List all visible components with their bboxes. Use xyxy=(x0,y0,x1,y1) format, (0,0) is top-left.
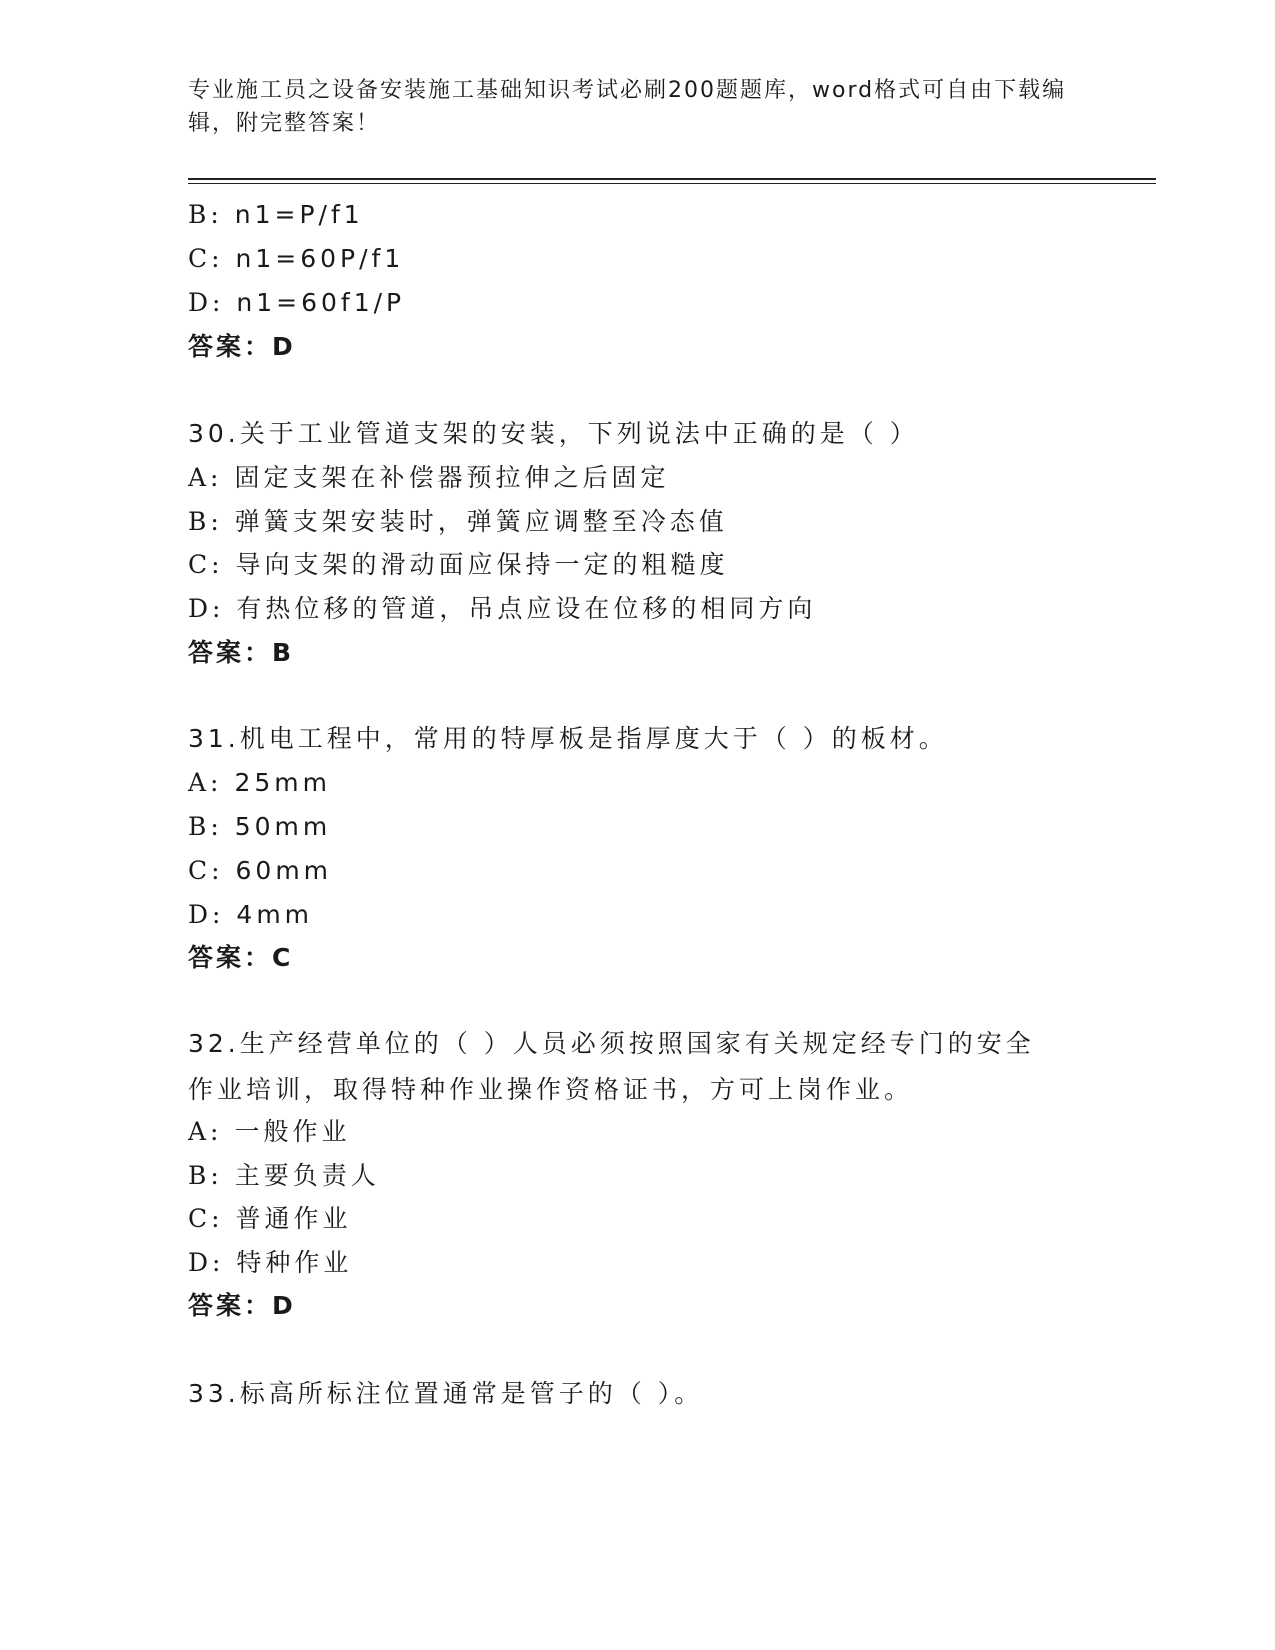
prev-option-b: B: n1=P/f1 xyxy=(188,200,364,229)
q30-stem: 30.关于工业管道支架的安装，下列说法中正确的是（ ） xyxy=(188,419,919,448)
q32-answer: 答案：D xyxy=(188,1291,296,1320)
q32-option-d: D: 特种作业 xyxy=(188,1248,353,1277)
header-rule-thick xyxy=(188,178,1156,180)
q30-option-c: C: 导向支架的滑动面应保持一定的粗糙度 xyxy=(188,550,729,579)
prev-option-d: D: n1=60f1/P xyxy=(188,288,406,317)
q30-answer: 答案：B xyxy=(188,638,295,667)
document-header: 专业施工员之设备安装施工基础知识考试必刷200题题库，word格式可自由下载编辑，附完整答案！ xyxy=(188,78,1067,136)
header-rule-thin xyxy=(188,183,1156,184)
q30-option-a: A: 固定支架在补偿器预拉伸之后固定 xyxy=(188,463,670,492)
q31-option-c: C: 60mm xyxy=(188,856,333,885)
q33-stem: 33.标高所标注位置通常是管子的（ ）。 xyxy=(188,1379,704,1408)
q30-option-b: B: 弹簧支架安装时，弹簧应调整至冷态值 xyxy=(188,507,728,536)
q32-option-b: B: 主要负责人 xyxy=(188,1161,380,1190)
q31-option-b: B: 50mm xyxy=(188,812,332,841)
q32-stem: 32.生产经营单位的（ ）人员必须按照国家有关规定经专门的安全作业培训，取得特种作业操作资格证书，方可上岗作业。 xyxy=(188,1029,1035,1104)
q32-option-c: C: 普通作业 xyxy=(188,1204,352,1233)
q31-answer: 答案：C xyxy=(188,943,294,972)
prev-answer: 答案：D xyxy=(188,332,296,361)
q30-option-d: D: 有热位移的管道，吊点应设在位移的相同方向 xyxy=(188,594,817,623)
q31-option-a: A: 25mm xyxy=(188,768,331,797)
q32-option-a: A: 一般作业 xyxy=(188,1117,351,1146)
q31-stem: 31.机电工程中，常用的特厚板是指厚度大于（ ）的板材。 xyxy=(188,724,948,753)
prev-option-c: C: n1=60P/f1 xyxy=(188,244,405,273)
q31-option-d: D: 4mm xyxy=(188,900,314,929)
